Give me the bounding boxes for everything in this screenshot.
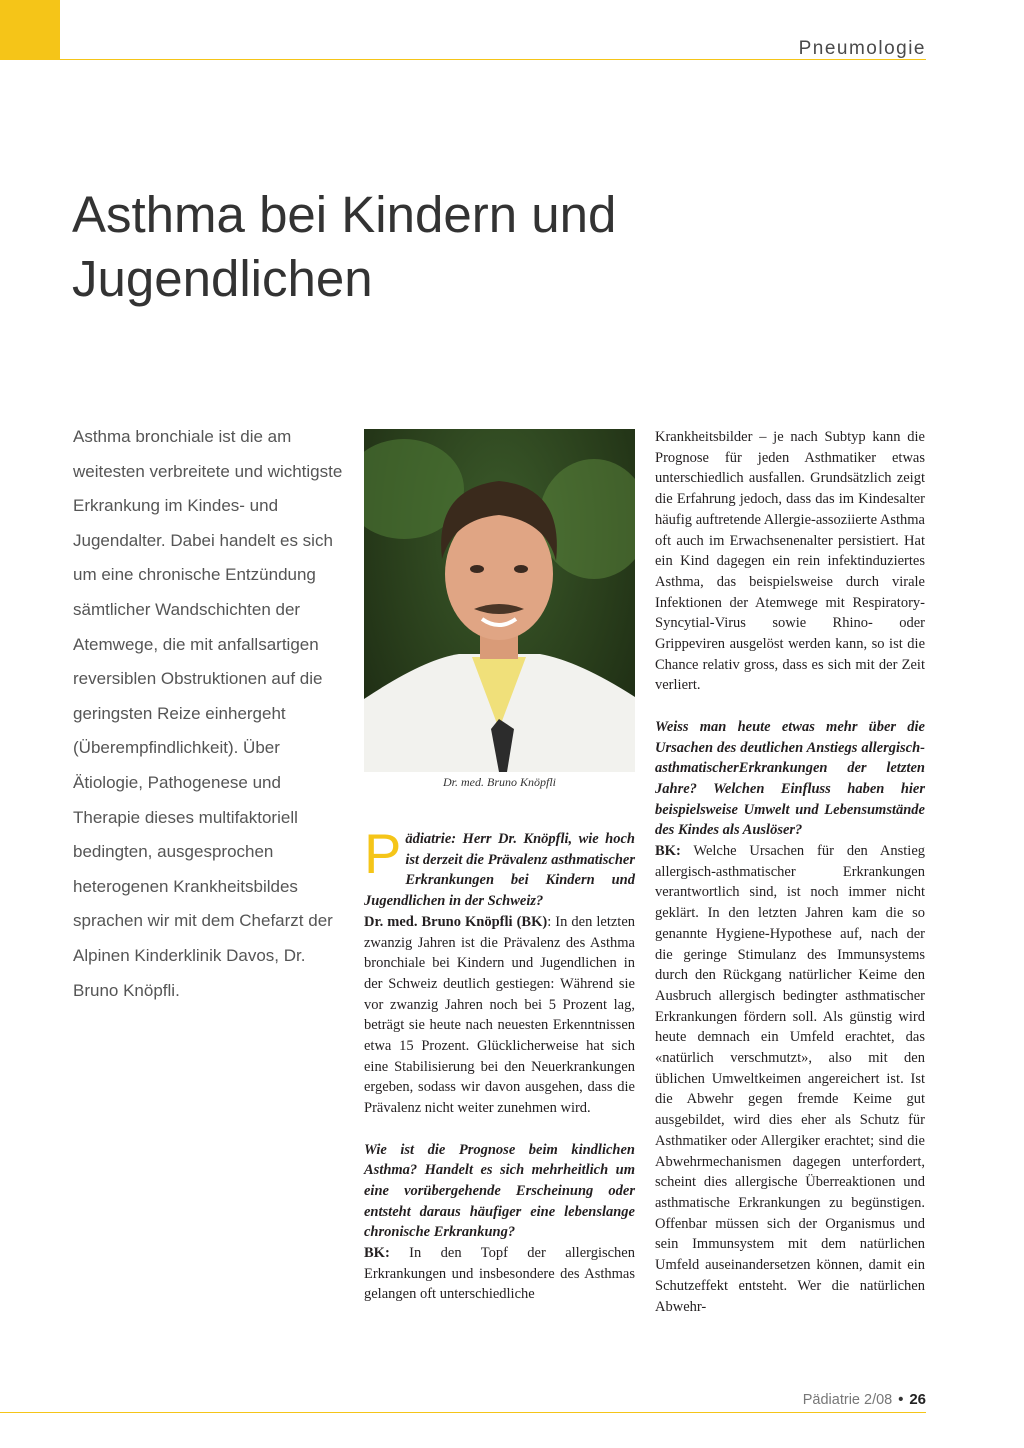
answer-1-text: : In den letzten zwanzig Jahren ist die Prävalenz des Asthma bronchiale bei Kindern und Jugendlichen in der Schweiz deutlich gestiegen: Während sie vor zwanzig Jahren noch bei 5 Prozent lag, beträgt sie heute nach neuesten Erkenntnissen etwa 15 Prozent. Glücklicherweise hat sich eine Stabilisierung bei den Neuerkrankungen ergeben, sodass wir davon ausgehen, dass die Prävalenz nicht weiter zunehmen wird. bbox=[364, 913, 636, 1117]
corner-accent-block bbox=[0, 0, 60, 60]
answer-2-continued: Krankheitsbilder – je nach Subtyp kann die Prognose für jeden Asthmatiker etwas unterschiedlich ausfallen. Grundsätzlich zeigt die Erfahrung jedoch, dass das im Kindesalter häufig auftretende Allergie-assoziierte Asthma oft auch im Erwachsenenalter persistiert. Hat ein Kind dagegen ein rein infektinduziertes Asthma, das beispielsweise durch virale Infektionen der Atemwege mit Respiratory-Syncytial-Virus sowie Rhino- oder Grippeviren ausgelöst werden kann, so ist die Chance relativ gross, dass es sich mit der Zeit verliert. bbox=[655, 429, 925, 694]
answer-3 bbox=[655, 841, 925, 1317]
question-1-text: ädiatrie: Herr Dr. Knöpfli, wie hoch ist derzeit die Prävalenz asthmatischer Erkrankungen bei Kindern und Jugendlichen in der Schweiz? bbox=[364, 831, 635, 910]
photo-caption: Dr. med. Bruno Knöpfli bbox=[442, 775, 556, 789]
issue-label: Pädiatrie 2/08 bbox=[802, 1392, 893, 1408]
interview-column-right bbox=[655, 427, 925, 1317]
drop-cap: P bbox=[364, 822, 402, 885]
header-rule bbox=[60, 59, 926, 60]
answer-1-speaker: Dr. med. Bruno Knöpfli (BK) bbox=[364, 913, 548, 930]
question-3: Weiss man heute etwas mehr über die Ursachen des deutlichen Anstiegs allergisch-asthmatischerErkrankungen der letzten Jahre? Welchen Einfluss haben hier beispielsweise Umwelt und Lebensumstände des Kindes als Auslöser? bbox=[655, 718, 925, 839]
lead-paragraph: Asthma bronchiale ist die am weitesten verbreitete und wichtigste Erkrankung im Kindes- und Jugendalter. Dabei handelt es sich um eine chronische Entzündung sämtlicher Wandschichten der Atemwege, die mit anfallsartigen reversiblen Obstruktionen auf die geringsten Reize einhergeht (Überempfindlichkeit). Über Ätiologie, Pathogenese und Therapie dieses multifaktoriell bedingten, ausgesprochen heterogenen Krankheitsbildes sprachen wir mit dem Chefarzt der Alpinen Kinderklinik Davos, Dr. Bruno Knöpfli. bbox=[73, 427, 343, 1000]
answer-3-speaker: BK: bbox=[655, 843, 681, 860]
answer-2-text: In den Topf der allergischen Erkrankungen und insbesondere des Asthmas gelangen oft unterschiedliche bbox=[364, 1245, 635, 1303]
question-1 bbox=[364, 822, 635, 912]
bullet-separator: • bbox=[898, 1392, 904, 1408]
answer-2-speaker: BK: bbox=[364, 1245, 390, 1262]
interview-column-middle bbox=[364, 822, 636, 1305]
answer-2-start bbox=[364, 1243, 635, 1305]
question-2: Wie ist die Prognose beim kindlichen Asthma? Handelt es sich mehrheitlich um eine vorübergehende Erscheinung oder entsteht daraus häufiger eine lebenslange chronische Erkrankung? bbox=[364, 1141, 635, 1241]
section-label: Pneumologie bbox=[798, 38, 926, 59]
page-footer bbox=[803, 1391, 926, 1408]
portrait-photo bbox=[364, 429, 635, 772]
answer-1 bbox=[364, 912, 635, 1119]
portrait-illustration bbox=[364, 429, 635, 772]
footer-rule bbox=[0, 1412, 926, 1413]
title-line-2: Jugendlichen bbox=[72, 250, 373, 307]
answer-3-text: Welche Ursachen für den Anstieg allergisch-asthmatischer Erkrankungen verantwortlich sind, ist noch immer nicht geklärt. In den letzten Jahren kam die so genannte Hygiene-Hypothese auf, nach der die geringe Stimulanz des Immunsystems durch den Rückgang natürlicher Keime den Ausbruch allergisch bedingter asthmatischer Erkrankungen fördern soll. Als günstig wird heute demnach ein Umfeld erachtet, das «natürlich verschmutzt», also mit den üblichen Umweltkeimen angereichert ist. Ist die Abwehr gegen fremde Keime gut ausgebildet, wird dies eher als Schutz für Asthmatiker oder Allergiker erachtet; sind die Abwehrmechanismen dagegen unterfordert, scheint dies allergische Überreaktionen und asthmatische Erkrankungen zu begünstigen. Offenbar müssen sich der Organismus und sein Immunsystem mit dem natürlichen Umfeld auseinandersetzen können, damit ein Schutzeffekt entsteht. Wer die natürlichen Abwehr- bbox=[655, 843, 925, 1315]
title-line-1: Asthma bei Kindern und bbox=[72, 186, 617, 243]
article-title bbox=[72, 183, 932, 311]
page-number: 26 bbox=[909, 1391, 926, 1408]
